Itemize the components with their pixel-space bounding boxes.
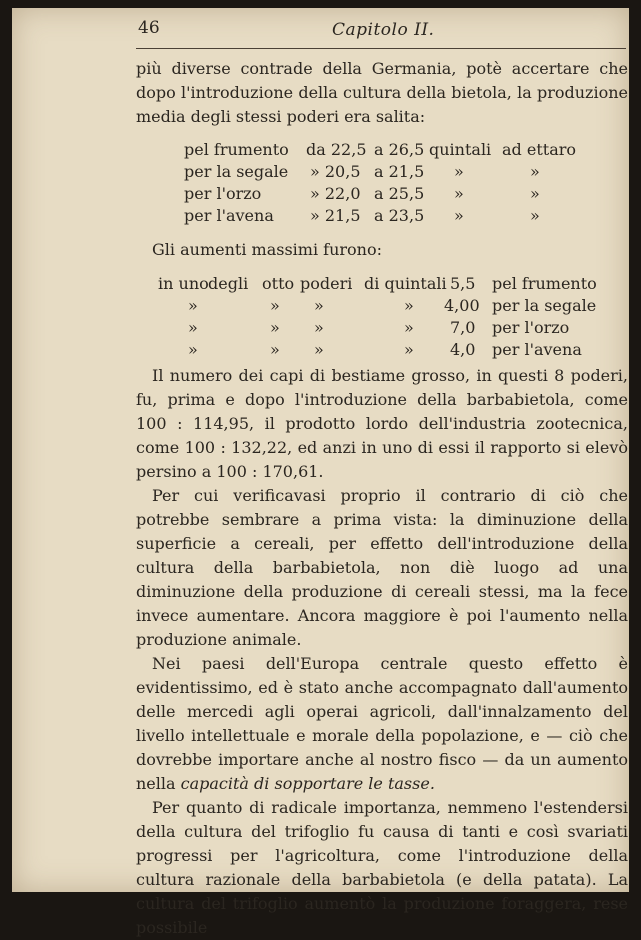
ditto-mark: » [454,184,464,203]
ditto-mark: » [188,318,198,337]
table-row [158,317,624,339]
ditto-mark: » [530,206,540,225]
ditto-mark: » [454,206,464,225]
page-header [12,8,629,48]
ditto-mark: » [270,296,280,315]
chapter-title: Capitolo II. [332,20,435,40]
cell: di quintali [364,274,447,293]
ditto-mark: » [314,340,324,359]
table-row [184,183,624,205]
table-row [158,339,624,361]
unit-cell-2: ad ettaro [502,140,577,159]
to-cell: a 25,5 [374,184,425,203]
ditto-mark: » [530,184,540,203]
cell: in uno [158,274,209,293]
from-cell: da 22,5 [306,140,367,159]
cell: poderi [300,274,353,293]
intro-text: più diverse contrade della Germania, potè accertare che dopo l'introduzione della cultura della bietola, la produzione media degli stessi poderi era salita: [136,59,628,126]
table-row [184,205,624,227]
table-row [184,161,624,183]
page-number: 46 [138,18,160,38]
unit-cell: quintali [429,140,492,159]
to-cell: a 21,5 [374,162,425,181]
ditto-mark: » [188,340,198,359]
max-heading-block [136,238,628,262]
ditto-mark: » [270,340,280,359]
value-cell: 4,0 [450,340,476,359]
value-cell: 5,5 [450,274,476,293]
table-row [158,273,624,295]
crop-cell: per l'orzo [184,184,262,203]
ditto-mark: » [404,318,414,337]
yield-table [184,139,624,227]
book-page [12,8,629,937]
ditto-mark: » [404,296,414,315]
paragraph: Il numero dei capi di bestiame grosso, in questi 8 poderi, fu, prima e dopo l'introduzione della barbabietola, come 100 : 114,95, il prodotto lordo dell'industria zootecnica, come 100 : 132,22, ed anzi in uno di essi il rapporto si elevò persino a 100 : 170,61. [136,366,628,481]
table-row [158,295,624,317]
paragraph [136,652,628,796]
to-cell: a 26,5 [374,140,425,159]
from-cell: » 22,0 [310,184,361,203]
table-row [184,139,624,161]
crop-cell: pel frumento [492,274,597,293]
value-cell: 7,0 [450,318,476,337]
crop-cell: per la segale [492,296,597,315]
paragraph-text: Nei paesi dell'Europa centrale questo effetto è evidentissimo, ed è stato anche accompagnato dall'aumento delle mercedi agli operai agricoli, dall'innalzamento del livello intellettuale e morale della popolazione, e — ciò che dovrebbe importare anche al nostro fisco — da un aumento nella [136,654,628,793]
crop-cell: per l'avena [492,340,582,359]
paragraph: Per quanto di radicale importanza, nemmeno l'estendersi della cultura del trifoglio fu causa di tanti e così svariati progressi per l'agricoltura, come l'introduzione della cultura razionale della barbabietola (e della patata). La cultura del trifoglio aumentò la produzione foraggera, rese possibile [136,798,628,937]
header-rule [136,48,626,49]
body-text [136,364,628,940]
cell: degli [208,274,249,293]
value-cell: 4,00 [444,296,480,315]
crop-cell: per l'avena [184,206,274,225]
ditto-mark: » [454,162,464,181]
max-heading: Gli aumenti massimi furono: [152,240,382,259]
paragraph: Per cui verificavasi proprio il contrario di ciò che potrebbe sembrare a prima vista: la diminuzione della superficie a cereali, per effetto dell'introduzione della cultura della barbabietola, non diè luogo ad una diminuzione della produzione di cereali stessi, ma la fece invece aumentare. Ancora maggiore è poi l'aumento nella produzione animale. [136,486,628,649]
ditto-mark: » [270,318,280,337]
ditto-mark: » [530,162,540,181]
italic-phrase: capacità di sopportare le tasse. [180,774,435,793]
ditto-mark: » [314,318,324,337]
from-cell: » 20,5 [310,162,361,181]
ditto-mark: » [404,340,414,359]
crop-cell: per l'orzo [492,318,570,337]
to-cell: a 23,5 [374,206,425,225]
crop-cell: pel frumento [184,140,289,159]
ditto-mark: » [314,296,324,315]
cell: otto [262,274,295,293]
from-cell: » 21,5 [310,206,361,225]
intro-paragraph [136,57,628,129]
ditto-mark: » [188,296,198,315]
crop-cell: per la segale [184,162,289,181]
max-increase-table [158,273,624,361]
